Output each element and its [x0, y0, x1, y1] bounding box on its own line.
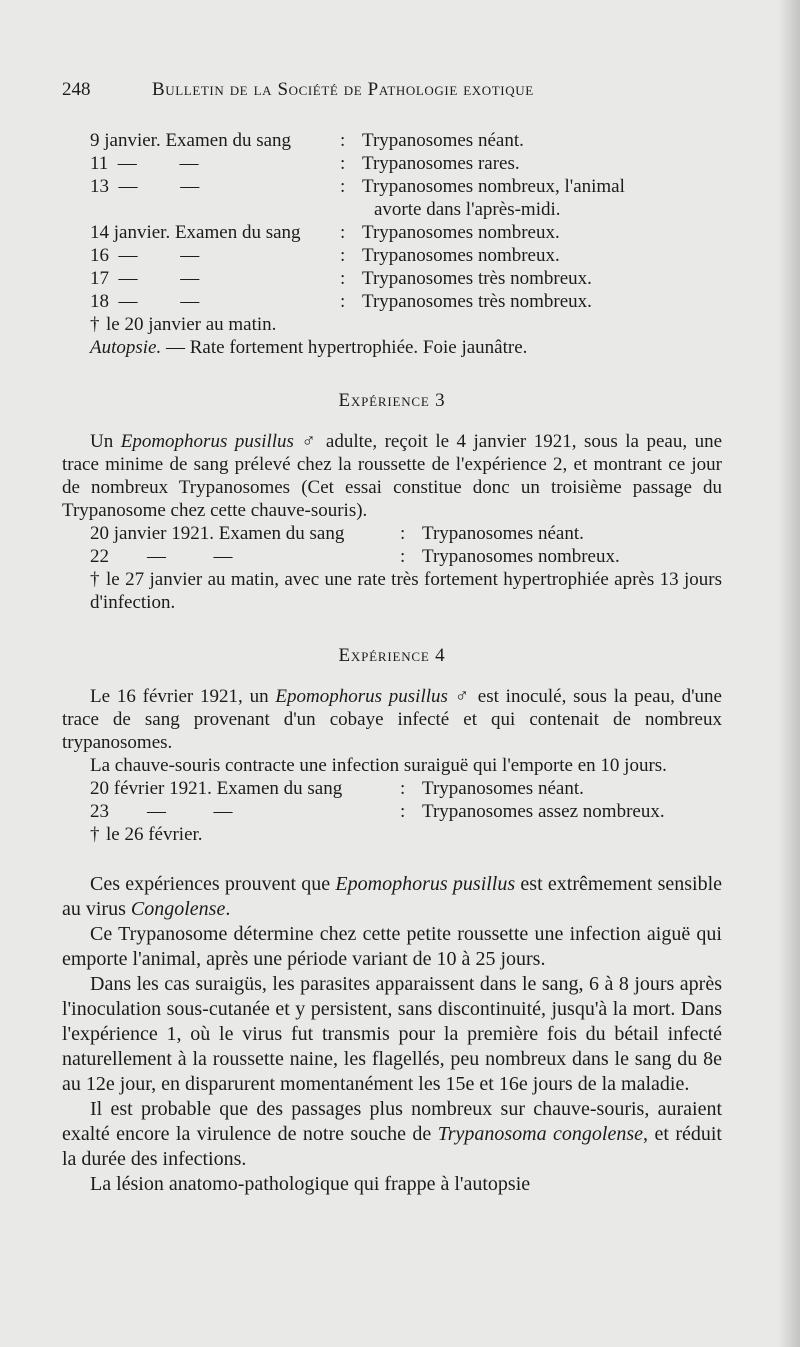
- exam-date: 22 — —: [90, 546, 233, 567]
- exam-date: 20 janvier 1921. Examen du sang: [90, 523, 345, 544]
- exam-date: 17 — —: [90, 268, 200, 289]
- table-row: 18 — — : Trypanosomes très nombreux.: [90, 290, 722, 313]
- cross-icon: †: [90, 314, 100, 335]
- species-name: Epomophorus pusillus: [120, 431, 294, 452]
- exam-result: Trypanosomes nombreux.: [362, 222, 560, 243]
- discussion-paragraph: Ces expériences prouvent que Epomophorus pusillus est extrêmement sensible au virus Congolense.: [62, 873, 722, 920]
- species-name: Trypanosoma congolense: [437, 1123, 644, 1145]
- exam-result: Trypanosomes néant.: [422, 523, 584, 544]
- exam-date: 11 — —: [90, 153, 199, 174]
- page-number: 248: [62, 79, 91, 100]
- exam-date: 9 janvier. Examen du sang: [90, 130, 292, 151]
- exam-result: Trypanosomes très nombreux.: [362, 268, 592, 289]
- death-text: le 26 février.: [106, 824, 203, 845]
- discussion-paragraph: Ce Trypanosome détermine chez cette petite roussette une infection aiguë qui emporte l'animal, après une période variant de 10 à 25 jours.: [62, 923, 722, 970]
- exp2-autopsy-line: [62, 336, 722, 359]
- autopsy-label: Autopsie.: [90, 337, 162, 358]
- species-name: Epomophorus pusillus: [275, 686, 448, 707]
- discussion-section: [62, 872, 722, 1197]
- exp4-blood-exam-table: [90, 777, 722, 823]
- exp4-paragraph: Le 16 février 1921, un Epomophorus pusillus ♂ est inoculé, sous la peau, d'une trace de sang provenant d'un cobaye infecté et qui contenait de nombreux trypanosomes.: [62, 686, 722, 753]
- cross-icon: †: [90, 569, 100, 590]
- autopsy-text: — Rate fortement hypertrophiée. Foie jaunâtre.: [161, 337, 528, 358]
- exam-result: Trypanosomes rares.: [362, 153, 520, 174]
- table-row: 14 janvier. Examen du sang : Trypanosomes nombreux.: [90, 221, 722, 244]
- page-header: [62, 78, 722, 101]
- cross-icon: †: [90, 824, 100, 845]
- table-row: 17 — — : Trypanosomes très nombreux.: [90, 267, 722, 290]
- exam-result: Trypanosomes très nombreux.: [362, 291, 592, 312]
- section-heading-exp3: Expérience 3: [338, 390, 446, 411]
- male-symbol: ♂: [293, 431, 326, 452]
- exam-result: Trypanosomes néant.: [422, 778, 584, 799]
- exp4-death-line: [62, 823, 722, 846]
- table-row: 22 — — : Trypanosomes nombreux.: [90, 545, 722, 568]
- discussion-paragraph: La lésion anatomo-pathologique qui frappe à l'autopsie: [90, 1173, 531, 1195]
- exam-result: Trypanosomes néant.: [362, 130, 524, 151]
- exam-result: Trypanosomes assez nombreux.: [422, 801, 665, 822]
- page-edge-shadow: [778, 0, 800, 1347]
- section-heading-exp4: Expérience 4: [338, 645, 446, 666]
- running-title: Bulletin de la Société de Pathologie exotique: [152, 79, 534, 100]
- table-row: 23 — — : Trypanosomes assez nombreux.: [90, 800, 722, 823]
- document-page: [62, 78, 722, 1197]
- discussion-paragraph: Dans les cas suraigüs, les parasites apparaissent dans le sang, 6 à 8 jours après l'inoculation sous-cutanée et y persistent, sans discontinuité, jusqu'à la mort. Dans l'expérience 1, où le virus fut transmis pour la première fois du bétail infecté naturellement à la roussette naine, les flagellés, peu nombreux dans le sang du 8e au 12e jour, en disparurent momentanément les 15e et 16e jours de la maladie.: [62, 973, 722, 1095]
- death-text: le 27 janvier au matin, avec une rate très fortement hypertrophiée après 13 jours d'infection.: [90, 569, 722, 613]
- discussion-paragraph: Il est probable que des passages plus nombreux sur chauve-souris, auraient exalté encore la virulence de notre souche de Trypanosoma congolense, et réduit la durée des infections.: [62, 1098, 722, 1170]
- exam-result: Trypanosomes nombreux, l'animal: [362, 176, 625, 197]
- species-name: Epomophorus pusillus: [335, 873, 516, 895]
- exp2-death-line: [62, 313, 722, 336]
- exam-date: 23 — —: [90, 801, 233, 822]
- table-row: 20 janvier 1921. Examen du sang : Trypanosomes néant.: [90, 522, 722, 545]
- exam-result: Trypanosomes nombreux.: [422, 546, 620, 567]
- exp4-paragraph-2: La chauve-souris contracte une infection suraiguë qui l'emporte en 10 jours.: [90, 755, 667, 776]
- exam-date: 20 février 1921. Examen du sang: [90, 778, 343, 799]
- exp3-paragraph: Un Epomophorus pusillus ♂ adulte, reçoit le 4 janvier 1921, sous la peau, une trace minime de sang prélevé chez la roussette de l'expérience 2, et montrant ce jour de nombreux Trypanosomes (Cet essai constitue donc un troisième passage du Trypanosome chez cette chauve-souris).: [62, 431, 722, 521]
- exam-date: 13 — —: [90, 176, 200, 197]
- table-row: 20 février 1921. Examen du sang : Trypanosomes néant.: [90, 777, 722, 800]
- table-row: 9 janvier. Examen du sang : Trypanosomes néant.: [90, 129, 722, 152]
- table-row: 13 — — : Trypanosomes nombreux, l'animal: [90, 175, 722, 198]
- exam-date: [90, 198, 340, 221]
- table-row: [90, 198, 722, 221]
- exam-result: Trypanosomes nombreux.: [362, 245, 560, 266]
- exp3-blood-exam-table: [90, 522, 722, 568]
- exam-date: 16 — —: [90, 245, 200, 266]
- virus-name: Congolense: [130, 898, 226, 920]
- exp2-blood-exam-table: [90, 129, 722, 313]
- exp3-death-line: [62, 568, 722, 614]
- death-text: le 20 janvier au matin.: [106, 314, 277, 335]
- table-row: 16 — — : Trypanosomes nombreux.: [90, 244, 722, 267]
- table-row: 11 — — : Trypanosomes rares.: [90, 152, 722, 175]
- exam-result-continued: avorte dans l'après-midi.: [374, 199, 561, 220]
- exam-date: 18 — —: [90, 291, 200, 312]
- exam-date: 14 janvier. Examen du sang: [90, 222, 301, 243]
- male-symbol: ♂: [447, 686, 478, 707]
